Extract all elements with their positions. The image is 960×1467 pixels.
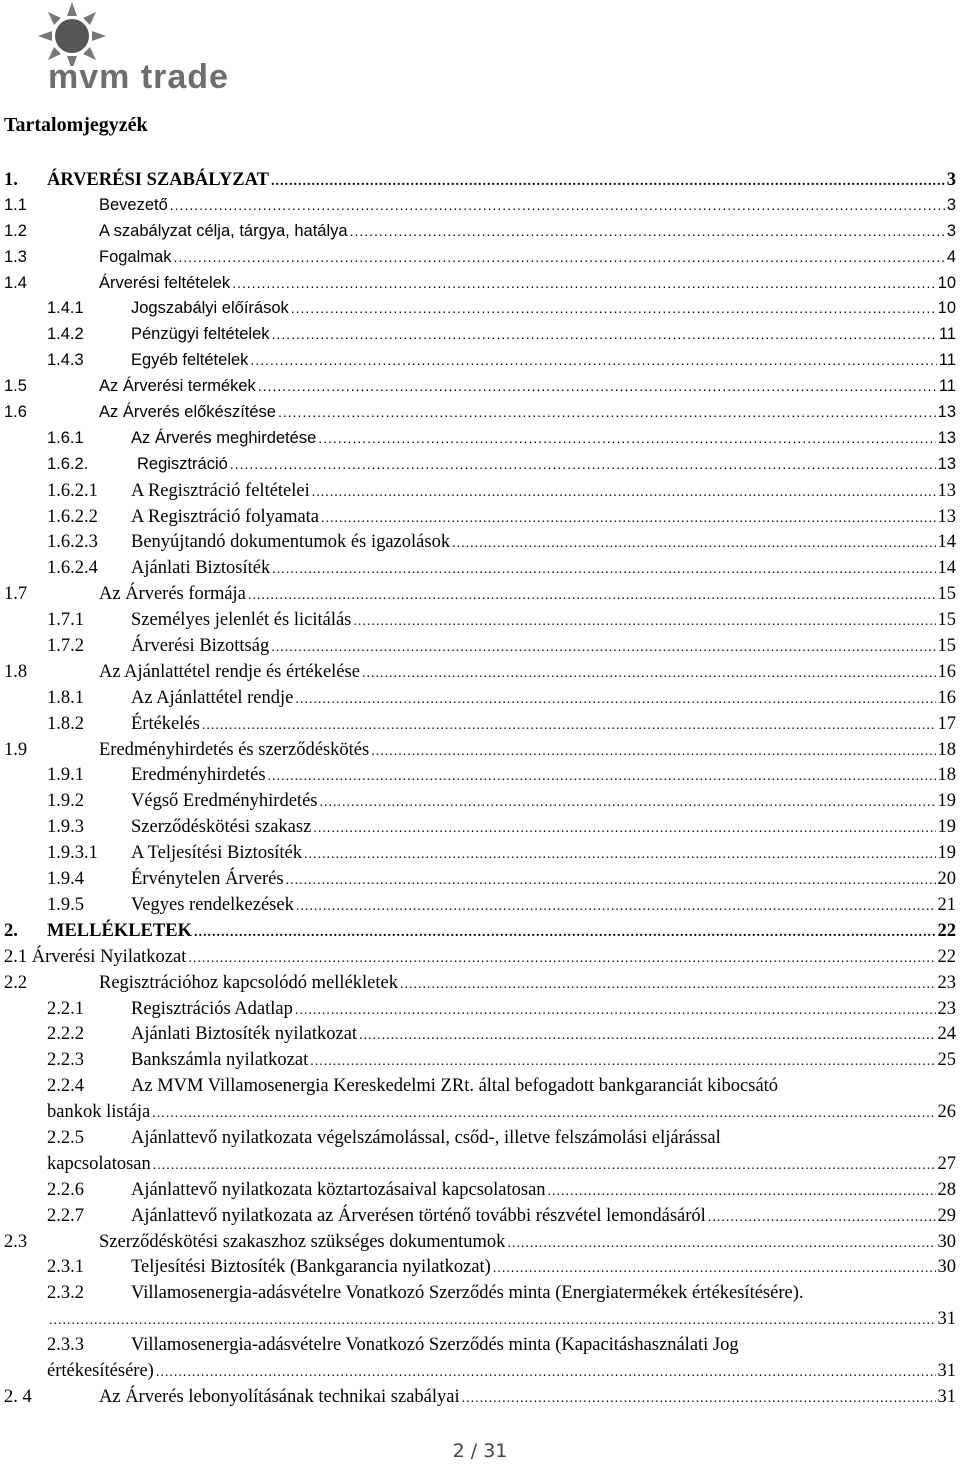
toc-entry-title-continued: kapcsolatosan bbox=[47, 1153, 151, 1174]
toc-entry[interactable] bbox=[4, 1048, 956, 1074]
toc-leader-dots bbox=[319, 795, 935, 811]
toc-entry-page: 14 bbox=[937, 532, 956, 553]
toc-leader-dots bbox=[272, 326, 937, 342]
toc-leader-dots bbox=[310, 1054, 935, 1070]
toc-entry-title: Végső Eredményhirdetés bbox=[131, 791, 318, 812]
toc-entry[interactable] bbox=[4, 789, 956, 815]
toc-entry[interactable] bbox=[4, 246, 956, 272]
toc-entry-title: Egyéb feltételek bbox=[131, 351, 249, 370]
toc-entry-number: 1.9.1 bbox=[47, 765, 84, 786]
toc-entry[interactable] bbox=[4, 997, 956, 1023]
toc-leader-dots bbox=[170, 197, 945, 213]
toc-entry-title: A szabályzat célja, tárgya, hatálya bbox=[99, 221, 348, 240]
toc-entry[interactable] bbox=[4, 660, 956, 686]
toc-entry-page: 31 bbox=[937, 1386, 956, 1407]
toc-entry-title: Ajánlattevő nyilatkozata az Árverésen történő további részvétel lemondásáról bbox=[131, 1205, 706, 1226]
toc-entry-number: 2.2.6 bbox=[47, 1179, 84, 1200]
toc-entry[interactable] bbox=[4, 1281, 956, 1333]
toc-leader-dots bbox=[400, 977, 936, 993]
toc-entry-page: 4 bbox=[946, 247, 956, 266]
toc-entry[interactable] bbox=[4, 194, 956, 220]
toc-entry-page: 11 bbox=[938, 377, 956, 396]
toc-entry[interactable] bbox=[4, 1385, 956, 1411]
toc-entry-title: Eredményhirdetés bbox=[131, 765, 266, 786]
toc-entry-page: 28 bbox=[937, 1179, 956, 1200]
toc-entry-title: Az MVM Villamosenergia Kereskedelmi ZRt. által befogadott bankgaranciát kibocsátó bbox=[131, 1076, 779, 1097]
toc-leader-dots bbox=[49, 1313, 936, 1329]
toc-leader-dots bbox=[708, 1210, 936, 1226]
toc-leader-dots bbox=[462, 1391, 936, 1407]
toc-entry-title: Bankszámla nyilatkozat bbox=[131, 1050, 309, 1071]
toc-entry-title: Pénzügyi feltételek bbox=[131, 325, 270, 344]
toc-entry-title: Regisztráció bbox=[137, 454, 228, 473]
toc-leader-dots bbox=[278, 404, 936, 420]
toc-entry-title: Villamosenergia-adásvételre Vonatkozó Szerződés minta (Energiatermékek értékesítésére). bbox=[131, 1283, 804, 1304]
toc-entry-title: Fogalmak bbox=[99, 247, 172, 266]
toc-entry-title: Ajánlattevő nyilatkozata köztartozásaival kapcsolatosan bbox=[131, 1179, 546, 1200]
toc-entry[interactable] bbox=[4, 556, 956, 582]
toc-entry[interactable] bbox=[4, 375, 956, 401]
toc-entry-page: 17 bbox=[937, 713, 956, 734]
toc-entry[interactable] bbox=[4, 1255, 956, 1281]
toc-entry-number: 1.6.2.2 bbox=[47, 506, 98, 527]
toc-entry-number: 2.2.1 bbox=[47, 998, 84, 1019]
toc-leader-dots bbox=[313, 821, 935, 837]
toc-entry-title: Az Árverés lebonyolításának technikai szabályai bbox=[99, 1386, 460, 1407]
toc-entry-title: Teljesítési Biztosíték (Bankgarancia nyilatkozat) bbox=[131, 1257, 491, 1278]
toc-entry-title: Vegyes rendelkezések bbox=[131, 894, 294, 915]
table-of-contents bbox=[4, 168, 956, 1411]
toc-entry-page: 3 bbox=[946, 195, 956, 214]
toc-entry[interactable] bbox=[4, 634, 956, 660]
toc-entry-number: 2.3.3 bbox=[47, 1335, 84, 1356]
toc-entry-title: Szerződéskötési szakasz bbox=[131, 817, 312, 838]
toc-entry-number: 1.8 bbox=[4, 661, 28, 682]
toc-entry-number: 2.3.1 bbox=[47, 1257, 84, 1278]
toc-entry-page: 13 bbox=[937, 506, 956, 527]
toc-entry-page: 25 bbox=[937, 1050, 956, 1071]
toc-entry-page: 15 bbox=[937, 584, 956, 605]
company-logo bbox=[14, 2, 229, 102]
toc-leader-dots bbox=[295, 1003, 936, 1019]
toc-entry-page: 13 bbox=[937, 428, 956, 447]
toc-leader-dots bbox=[493, 1261, 936, 1277]
toc-leader-dots bbox=[452, 536, 935, 552]
toc-entry-title: Személyes jelenlét és licitálás bbox=[131, 610, 352, 631]
toc-entry-number: 1.9 bbox=[4, 739, 28, 760]
toc-entry-title-continued: bankok listája bbox=[47, 1102, 151, 1123]
toc-entry-page: 11 bbox=[938, 351, 956, 370]
logo-text: mvm trade bbox=[48, 58, 229, 96]
toc-entry-page: 13 bbox=[937, 480, 956, 501]
toc-entry-number: 1.8.2 bbox=[47, 713, 84, 734]
toc-entry-page: 27 bbox=[937, 1153, 956, 1174]
toc-entry-page: 14 bbox=[937, 558, 956, 579]
toc-entry-title: Eredményhirdetés és szerződéskötés bbox=[99, 739, 370, 760]
toc-leader-dots bbox=[548, 1184, 936, 1200]
toc-entry-page: 18 bbox=[937, 739, 956, 760]
toc-entry-page: 31 bbox=[937, 1309, 956, 1330]
toc-entry-number: 1.7.1 bbox=[47, 610, 84, 631]
toc-entry-number: 1.4.1 bbox=[47, 299, 84, 318]
toc-entry-page: 24 bbox=[937, 1024, 956, 1045]
toc-entry-title: Ajánlati Biztosíték bbox=[131, 558, 271, 579]
toc-entry[interactable] bbox=[4, 893, 956, 919]
toc-entry-title: Az Árverési termékek bbox=[99, 377, 256, 396]
toc-leader-dots bbox=[271, 174, 945, 190]
toc-entry-number: 2.3 bbox=[4, 1231, 28, 1252]
toc-entry-page: 3 bbox=[946, 221, 956, 240]
toc-entry-title: ÁRVERÉSI SZABÁLYZAT bbox=[47, 170, 269, 190]
toc-entry-page: 19 bbox=[937, 817, 956, 838]
toc-leader-dots bbox=[194, 925, 936, 941]
toc-entry-page: 19 bbox=[937, 843, 956, 864]
toc-entry-title: Ajánlati Biztosíték nyilatkozat bbox=[131, 1024, 358, 1045]
toc-entry[interactable] bbox=[4, 763, 956, 789]
toc-entry-title: Árverési feltételek bbox=[99, 273, 231, 292]
toc-entry-page: 26 bbox=[937, 1102, 956, 1123]
toc-entry-number: 2. bbox=[4, 920, 18, 941]
toc-entry-title: Ajánlattevő nyilatkozata végelszámolással, csőd-, illetve felszámolási eljárással bbox=[131, 1127, 721, 1148]
toc-entry[interactable] bbox=[4, 479, 956, 505]
toc-entry[interactable] bbox=[4, 505, 956, 531]
toc-entry-title: Bevezető bbox=[99, 195, 168, 214]
toc-entry-page: 20 bbox=[937, 869, 956, 890]
toc-entry[interactable] bbox=[4, 168, 956, 194]
toc-leader-dots bbox=[318, 430, 935, 446]
toc-entry-number: 1.9.5 bbox=[47, 894, 84, 915]
toc-leader-dots bbox=[173, 249, 944, 265]
toc-entry-page: 22 bbox=[937, 920, 956, 941]
toc-leader-dots bbox=[312, 485, 936, 501]
toc-entry-title: Az Ajánlattétel rendje bbox=[131, 687, 294, 708]
toc-entry-number: 1.6.2. bbox=[47, 454, 89, 473]
toc-entry-number: 1.6 bbox=[4, 403, 27, 422]
toc-entry-page: 10 bbox=[937, 299, 956, 318]
toc-leader-dots bbox=[272, 562, 935, 578]
toc-entry[interactable] bbox=[4, 608, 956, 634]
toc-entry-number: 1.4.2 bbox=[47, 325, 84, 344]
toc-entry-number: 1.5 bbox=[4, 377, 27, 396]
toc-entry[interactable] bbox=[4, 867, 956, 893]
toc-entry-number: 2.2.7 bbox=[47, 1205, 84, 1226]
toc-entry[interactable] bbox=[4, 297, 956, 323]
toc-entry-title-continued: értékesítésére) bbox=[47, 1361, 154, 1382]
toc-entry[interactable] bbox=[4, 686, 956, 712]
toc-entry[interactable] bbox=[4, 272, 956, 298]
toc-leader-dots bbox=[321, 511, 935, 527]
toc-leader-dots bbox=[359, 1028, 935, 1044]
toc-entry-number: 1.7.2 bbox=[47, 636, 84, 657]
sun-logo-icon bbox=[14, 2, 134, 66]
toc-entry-title: A Regisztráció folyamata bbox=[131, 506, 320, 527]
toc-entry[interactable] bbox=[4, 220, 956, 246]
toc-entry-number: 1.6.2.4 bbox=[47, 558, 98, 579]
toc-entry-title: Az Árverés formája bbox=[99, 584, 246, 605]
toc-leader-dots bbox=[153, 1158, 936, 1174]
toc-leader-dots bbox=[271, 640, 935, 656]
toc-title: Tartalomjegyzék bbox=[4, 114, 148, 136]
toc-leader-dots bbox=[230, 456, 936, 472]
toc-entry-page: 10 bbox=[937, 273, 956, 292]
toc-entry-number: 1.9.3 bbox=[47, 817, 84, 838]
toc-leader-dots bbox=[188, 951, 935, 967]
toc-entry-title: MELLÉKLETEK bbox=[47, 920, 192, 941]
toc-entry-title: A Regisztráció feltételei bbox=[131, 480, 310, 501]
toc-entry-title: Regisztrációhoz kapcsolódó mellékletek bbox=[99, 972, 398, 993]
toc-entry-number: 2.2.5 bbox=[47, 1127, 84, 1148]
toc-entry[interactable] bbox=[4, 945, 956, 971]
toc-leader-dots bbox=[258, 378, 937, 394]
toc-entry[interactable] bbox=[4, 582, 956, 608]
toc-entry[interactable] bbox=[4, 401, 956, 427]
toc-entry[interactable] bbox=[4, 349, 956, 375]
toc-leader-dots bbox=[295, 692, 935, 708]
toc-entry[interactable] bbox=[4, 453, 956, 479]
toc-entry-page: 21 bbox=[937, 894, 956, 915]
toc-entry-page: 13 bbox=[937, 403, 956, 422]
toc-entry-page: 23 bbox=[937, 998, 956, 1019]
toc-entry-title: Az Árverés előkészítése bbox=[99, 403, 276, 422]
toc-entry[interactable] bbox=[4, 712, 956, 738]
toc-leader-dots bbox=[304, 847, 935, 863]
toc-entry-page: 3 bbox=[946, 170, 956, 190]
toc-entry[interactable] bbox=[4, 919, 956, 945]
toc-entry-number: 2.3.2 bbox=[47, 1283, 84, 1304]
toc-entry[interactable] bbox=[4, 738, 956, 764]
toc-entry-title: Árverési Bizottság bbox=[131, 636, 270, 657]
toc-entry-page: 22 bbox=[937, 946, 956, 967]
toc-entry-page: 16 bbox=[937, 687, 956, 708]
toc-entry-number: 1.6.2.1 bbox=[47, 480, 98, 501]
toc-leader-dots bbox=[507, 1236, 935, 1252]
toc-entry-title: Benyújtandó dokumentumok és igazolások bbox=[131, 532, 451, 553]
toc-entry-title: Szerződéskötési szakaszhoz szükséges dokumentumok bbox=[99, 1231, 506, 1252]
toc-leader-dots bbox=[296, 899, 936, 915]
toc-entry[interactable] bbox=[4, 1074, 956, 1126]
toc-entry-title: Az Ajánlattétel rendje és értékelése bbox=[99, 661, 360, 682]
toc-entry[interactable] bbox=[4, 1022, 956, 1048]
toc-entry-number: 2.2.4 bbox=[47, 1076, 84, 1097]
toc-leader-dots bbox=[156, 1365, 936, 1381]
toc-entry[interactable] bbox=[4, 530, 956, 556]
toc-entry-page: 16 bbox=[937, 661, 956, 682]
toc-leader-dots bbox=[286, 873, 936, 889]
toc-entry-number: 1.3 bbox=[4, 247, 27, 266]
toc-entry[interactable] bbox=[4, 971, 956, 997]
toc-entry-title: Az Árverés meghirdetése bbox=[131, 428, 317, 447]
toc-leader-dots bbox=[248, 588, 936, 604]
toc-entry-page: 31 bbox=[937, 1361, 956, 1382]
toc-leader-dots bbox=[250, 352, 936, 368]
toc-entry-number: 1.1 bbox=[4, 195, 27, 214]
toc-entry[interactable] bbox=[4, 841, 956, 867]
toc-entry-number: 2. 4 bbox=[4, 1386, 32, 1407]
toc-leader-dots bbox=[152, 1106, 935, 1122]
toc-entry-page: 30 bbox=[937, 1257, 956, 1278]
toc-entry-page: 19 bbox=[937, 791, 956, 812]
toc-leader-dots bbox=[232, 275, 936, 291]
toc-entry-number: 2.2.2 bbox=[47, 1024, 84, 1045]
toc-entry-title: Érvénytelen Árverés bbox=[131, 869, 284, 890]
toc-entry-number: 1.2 bbox=[4, 221, 27, 240]
toc-entry[interactable] bbox=[4, 1178, 956, 1204]
toc-entry-number: 2.2.3 bbox=[47, 1050, 84, 1071]
toc-entry-page: 15 bbox=[937, 636, 956, 657]
toc-entry-number: 1.8.1 bbox=[47, 687, 84, 708]
toc-leader-dots bbox=[202, 718, 936, 734]
toc-leader-dots bbox=[371, 744, 935, 760]
toc-entry[interactable] bbox=[4, 1333, 956, 1385]
toc-entry[interactable] bbox=[4, 1126, 956, 1178]
toc-entry-page: 18 bbox=[937, 765, 956, 786]
toc-entry-number: 1.7 bbox=[4, 584, 28, 605]
toc-leader-dots bbox=[350, 223, 945, 239]
toc-entry-page: 15 bbox=[937, 610, 956, 631]
toc-entry-number: 1.4.3 bbox=[47, 351, 84, 370]
toc-entry-number: 1.6.2.3 bbox=[47, 532, 98, 553]
toc-entry-page: 11 bbox=[938, 325, 956, 344]
toc-entry-number: 1.9.2 bbox=[47, 791, 84, 812]
toc-entry[interactable] bbox=[4, 1230, 956, 1256]
toc-entry-page: 29 bbox=[937, 1205, 956, 1226]
page-number: 2 / 31 bbox=[452, 1440, 508, 1462]
toc-entry-title: Jogszabályi előírások bbox=[131, 299, 289, 318]
toc-entry-title: Regisztrációs Adatlap bbox=[131, 998, 293, 1019]
toc-entry[interactable] bbox=[4, 815, 956, 841]
toc-entry-title: 2.1 Árverési Nyilatkozat bbox=[4, 946, 187, 967]
toc-entry-number: 1. bbox=[4, 170, 18, 190]
toc-entry-page: 13 bbox=[937, 454, 956, 473]
toc-leader-dots bbox=[268, 769, 936, 785]
toc-entry[interactable] bbox=[4, 427, 956, 453]
toc-leader-dots bbox=[362, 666, 936, 682]
toc-entry-page: 23 bbox=[937, 972, 956, 993]
toc-entry-title: A Teljesítési Biztosíték bbox=[131, 843, 303, 864]
toc-leader-dots bbox=[291, 300, 936, 316]
toc-entry-number: 2.2 bbox=[4, 972, 28, 993]
toc-leader-dots bbox=[353, 614, 935, 630]
toc-entry-title: Villamosenergia-adásvételre Vonatkozó Szerződés minta (Kapacitáshasználati Jog bbox=[131, 1335, 739, 1356]
toc-entry[interactable] bbox=[4, 323, 956, 349]
toc-entry-number: 1.9.4 bbox=[47, 869, 84, 890]
toc-entry-number: 1.6.1 bbox=[47, 428, 84, 447]
toc-entry-number: 1.9.3.1 bbox=[47, 843, 98, 864]
toc-entry-page: 30 bbox=[937, 1231, 956, 1252]
toc-entry-number: 1.4 bbox=[4, 273, 27, 292]
toc-entry-title: Értékelés bbox=[131, 713, 200, 734]
toc-entry[interactable] bbox=[4, 1204, 956, 1230]
